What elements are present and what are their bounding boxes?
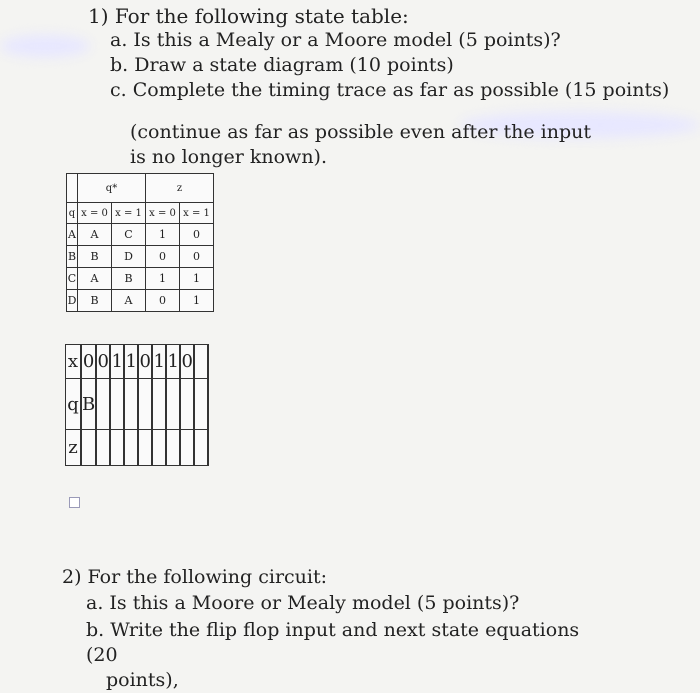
table-row	[67, 268, 214, 290]
cell: A	[67, 224, 78, 246]
trace-q-cell[interactable]	[96, 379, 110, 430]
state-table	[66, 173, 214, 312]
trace-z-cell[interactable]	[194, 430, 208, 466]
question-2a: a. Is this a Moore or Mealy model (5 points)?	[86, 592, 520, 614]
cell: B	[112, 268, 146, 290]
trace-x-cell: 1	[166, 345, 180, 379]
trace-x-cell: 0	[138, 345, 152, 379]
trace-x-cell: 0	[180, 345, 194, 379]
col-z-x1: x = 1	[180, 203, 214, 224]
question-2b-line1: b. Write the flip flop input and next state equations (20	[86, 619, 580, 666]
col-x0: x = 0	[78, 203, 112, 224]
table-row	[67, 224, 214, 246]
trace-z-cell[interactable]	[110, 430, 124, 466]
cell: B	[78, 290, 112, 312]
trace-q-cell[interactable]	[110, 379, 124, 430]
trace-z-label: z	[66, 430, 82, 466]
cell: 0	[180, 224, 214, 246]
cell: D	[67, 290, 78, 312]
question-1-title: 1) For the following state table:	[88, 4, 409, 28]
trace-z-cell[interactable]	[138, 430, 152, 466]
trace-x-cell: 1	[124, 345, 138, 379]
cell: 1	[146, 224, 180, 246]
question-1-note: (continue as far as possible even after the input is no longer known).	[130, 121, 591, 168]
cell: A	[78, 268, 112, 290]
col-z-x0: x = 0	[146, 203, 180, 224]
trace-z-cell[interactable]	[81, 430, 96, 466]
header-output: z	[146, 174, 214, 203]
trace-x-label: x	[66, 345, 82, 379]
trace-x-cell: 0	[96, 345, 110, 379]
trace-z-cell[interactable]	[124, 430, 138, 466]
trace-q-cell[interactable]	[138, 379, 152, 430]
question-2b	[86, 618, 606, 693]
trace-z-cell[interactable]	[152, 430, 166, 466]
trace-q-cell[interactable]	[166, 379, 180, 430]
cell: 0	[180, 246, 214, 268]
trace-q-cell[interactable]	[152, 379, 166, 430]
col-x1: x = 1	[112, 203, 146, 224]
trace-q-cell[interactable]	[180, 379, 194, 430]
question-2b-line2: points),	[106, 669, 179, 691]
header-next-state: q*	[78, 174, 146, 203]
trace-z-cell[interactable]	[166, 430, 180, 466]
cell: B	[78, 246, 112, 268]
blur-artifact	[0, 35, 90, 57]
table-row	[67, 246, 214, 268]
trace-x-cell: 1	[152, 345, 166, 379]
trace-x-cell: 0	[81, 345, 96, 379]
cell: A	[78, 224, 112, 246]
question-1a: a. Is this a Mealy or a Moore model (5 points)?	[110, 29, 561, 51]
col-q: q	[67, 203, 78, 224]
cell: C	[112, 224, 146, 246]
question-2-title: 2) For the following circuit:	[62, 566, 328, 588]
cell: A	[112, 290, 146, 312]
trace-z-cell[interactable]	[180, 430, 194, 466]
cell: 1	[180, 268, 214, 290]
trace-q-cell[interactable]	[194, 379, 208, 430]
trace-z-cell[interactable]	[96, 430, 110, 466]
cell: 0	[146, 246, 180, 268]
cell: B	[67, 246, 78, 268]
trace-q-start: B	[81, 379, 96, 430]
trace-q-cell[interactable]	[124, 379, 138, 430]
trace-x-cell[interactable]	[194, 345, 208, 379]
trace-q-label: q	[66, 379, 82, 430]
timing-trace	[65, 344, 209, 466]
question-1b: b. Draw a state diagram (10 points)	[110, 54, 454, 76]
cell: C	[67, 268, 78, 290]
question-1c: c. Complete the timing trace as far as possible (15 points)	[110, 79, 670, 101]
cell: D	[112, 246, 146, 268]
table-row	[67, 290, 214, 312]
cell: 0	[146, 290, 180, 312]
trace-x-cell: 1	[110, 345, 124, 379]
cell: 1	[146, 268, 180, 290]
checkbox[interactable]	[69, 497, 80, 508]
cell: 1	[180, 290, 214, 312]
